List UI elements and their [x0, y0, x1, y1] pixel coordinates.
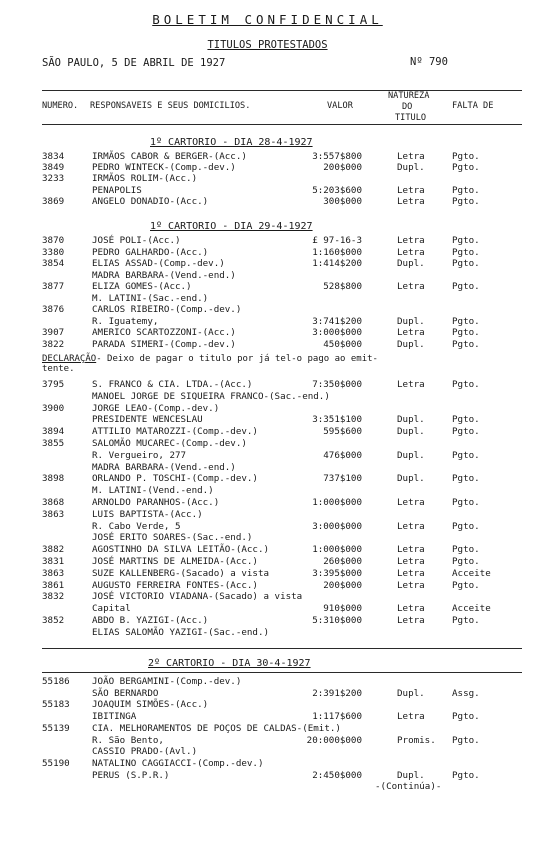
table-row: [0, 557, 535, 568]
row-responsavel: IRMÃOS ROLIM-(Acc.): [92, 173, 198, 185]
table-row: [0, 700, 535, 711]
row-responsavel: S. FRANCO & CIA. LTDA.-(Acc.): [92, 379, 253, 390]
row-natureza: Letra: [397, 711, 425, 723]
row-responsavel: JORGE LEAO-(Comp.-dev.): [92, 402, 220, 414]
row-falta: Acceite: [452, 603, 491, 615]
row-valor: 450$000: [323, 338, 362, 350]
table-row: [0, 174, 535, 185]
row-falta: Assg.: [452, 687, 480, 699]
row-responsavel: JOSÉ MARTINS DE ALMEIDA-(Acc.): [92, 556, 258, 567]
table-row: [0, 282, 535, 293]
table-row: [0, 259, 535, 270]
row-natureza: Dupl.: [397, 414, 425, 426]
row-responsavel: JOSÉ VICTORIO VIADANA-(Sacado) a vista: [92, 591, 303, 603]
row-valor: 1:414$200: [312, 258, 362, 269]
table-row: [0, 724, 535, 735]
row-responsavel: R. Iguatemy,: [92, 315, 159, 327]
row-responsavel: PENAPOLIS: [92, 184, 142, 196]
row-number: 3876: [42, 304, 65, 315]
bulletin-title: BOLETIM CONFIDENCIAL: [152, 12, 383, 27]
row-natureza: Dupl.: [397, 258, 425, 269]
row-responsavel: M. LATINI-(Sac.-end.): [92, 292, 209, 304]
table-row: [0, 415, 535, 426]
row-valor: 2:450$000: [312, 769, 362, 781]
row-number: 3380: [42, 246, 65, 258]
row-number: 3831: [42, 556, 65, 567]
row-valor: 3:557$800: [312, 151, 362, 162]
row-responsavel: R. Vergueiro, 277: [92, 449, 187, 461]
row-valor: 910$000: [323, 603, 362, 615]
col-falta: FALTA DE: [452, 101, 494, 111]
col-valor: VALOR: [327, 101, 353, 111]
declaration-continuation: tente.: [42, 364, 75, 374]
place-date: SÃO PAULO, 5 DE ABRIL DE 1927: [42, 57, 226, 69]
row-responsavel: M. LATINI-(Vend.-end.): [92, 485, 214, 497]
col-natureza-1: NATUREZA: [388, 91, 430, 101]
row-responsavel: AUGUSTO FERREIRA FONTES-(Acc.): [92, 579, 258, 591]
row-valor: 3:351$100: [312, 414, 362, 426]
table-row: [0, 747, 535, 758]
table-row: [0, 474, 535, 485]
row-number: 3882: [42, 544, 65, 556]
row-valor: 3:000$000: [312, 327, 362, 338]
row-natureza: Letra: [397, 327, 425, 338]
row-natureza: Dupl.: [397, 473, 425, 485]
row-natureza: Letra: [397, 579, 425, 591]
row-natureza: Dupl.: [397, 338, 425, 350]
row-number: 3861: [42, 579, 65, 591]
row-falta: Pgto.: [452, 184, 480, 196]
row-responsavel: PRESIDENTE WENCESLAU: [92, 414, 203, 426]
col-natureza-3: TITULO: [395, 113, 427, 123]
table-row: [0, 186, 535, 197]
row-valor: 528$800: [323, 281, 362, 292]
row-falta: Pgto.: [452, 414, 480, 426]
row-number: 55183: [42, 699, 70, 711]
row-responsavel: SUZE KALLENBERG-(Sacado) a vista: [92, 567, 270, 579]
table-row: [0, 317, 535, 328]
row-number: 3795: [42, 379, 65, 390]
table-row: [0, 604, 535, 615]
section-divider-rule: [42, 648, 522, 649]
row-falta: Pgto.: [452, 162, 480, 174]
row-number: 3832: [42, 591, 65, 603]
row-responsavel: MADRA BARBARA-(Vend.-end.): [92, 269, 236, 281]
row-valor: 1:000$000: [312, 544, 362, 556]
bulletin-number: Nº 790: [410, 56, 448, 68]
row-number: 55190: [42, 757, 70, 769]
row-valor: 3:741$200: [312, 315, 362, 327]
row-falta: Pgto.: [452, 449, 480, 461]
row-responsavel: ORLANDO P. TOSCHI-(Comp.-dev.): [92, 473, 258, 485]
table-row: [0, 486, 535, 497]
row-number: 3894: [42, 426, 65, 438]
table-row: [0, 463, 535, 474]
row-responsavel: CIA. MELHORAMENTOS DE POÇOS DE CALDAS-(Emit.): [92, 722, 341, 734]
row-number: 3233: [42, 173, 65, 185]
row-valor: 5:203$600: [312, 184, 362, 196]
row-responsavel: PERUS (S.P.R.): [92, 769, 170, 781]
row-falta: Acceite: [452, 567, 491, 579]
declaration-text: - Deixo de pagar o titulo por já tel-o pago ao emit-: [96, 354, 378, 364]
row-responsavel: NATALINO CAGGIACCI-(Comp.-dev.): [92, 757, 264, 769]
row-valor: 7:350$000: [312, 379, 362, 390]
section-heading: 2º CARTORIO - DIA 30-4-1927: [148, 658, 311, 669]
row-falta: Pgto.: [452, 246, 480, 258]
row-falta: Pgto.: [452, 235, 480, 246]
table-row: [0, 592, 535, 603]
row-natureza: Letra: [397, 520, 425, 532]
row-falta: Pgto.: [452, 151, 480, 162]
row-responsavel: CASSIO PRADO-(Avl.): [92, 746, 198, 758]
row-natureza: Letra: [397, 603, 425, 615]
continua-note: -(Continúa)-: [375, 781, 442, 792]
row-natureza: Letra: [397, 235, 425, 246]
row-responsavel: R. São Bento,: [92, 734, 164, 746]
row-responsavel: MADRA BARBARA-(Vend.-end.): [92, 461, 236, 473]
row-falta: Pgto.: [452, 473, 480, 485]
table-row: [0, 340, 535, 351]
row-responsavel: R. Cabo Verde, 5: [92, 520, 181, 532]
row-valor: 260$000: [323, 556, 362, 567]
row-natureza: Letra: [397, 497, 425, 508]
row-responsavel: Capital: [92, 603, 131, 615]
row-responsavel: ARNOLDO PARANHOS-(Acc.): [92, 497, 220, 508]
row-valor: 1:000$000: [312, 497, 362, 508]
row-number: 3877: [42, 281, 65, 292]
table-row: [0, 628, 535, 639]
row-valor: 595$600: [323, 426, 362, 438]
row-number: 3869: [42, 195, 65, 207]
bulletin-subtitle: TITULOS PROTESTADOS: [207, 39, 328, 51]
row-valor: 3:395$000: [312, 567, 362, 579]
table-row: [0, 197, 535, 208]
row-responsavel: ATTILIO MATAROZZI-(Comp.-dev.): [92, 426, 258, 438]
row-number: 3834: [42, 151, 65, 162]
row-number: 3855: [42, 438, 65, 449]
table-row: [0, 427, 535, 438]
row-number: 55139: [42, 722, 70, 734]
row-number: 3863: [42, 508, 65, 520]
table-row: [0, 712, 535, 723]
table-row: [0, 510, 535, 521]
row-natureza: Letra: [397, 195, 425, 207]
row-valor: 200$000: [323, 579, 362, 591]
table-row: [0, 759, 535, 770]
table-row: [0, 294, 535, 305]
row-natureza: Dupl.: [397, 315, 425, 327]
row-number: 3822: [42, 338, 65, 350]
row-responsavel: ELIZA GOMES-(Acc.): [92, 281, 192, 292]
table-row: [0, 439, 535, 450]
table-row: [0, 522, 535, 533]
table-row: [0, 404, 535, 415]
table-row: [0, 271, 535, 282]
row-valor: £ 97-16-3: [312, 235, 362, 246]
row-valor: 1:160$000: [312, 246, 362, 258]
table-row: [0, 533, 535, 544]
row-falta: Pgto.: [452, 711, 480, 723]
table-row: [0, 163, 535, 174]
row-responsavel: PEDRO GALHARDO-(Acc.): [92, 246, 209, 258]
row-valor: 2:391$200: [312, 687, 362, 699]
row-natureza: Letra: [397, 184, 425, 196]
row-number: 55186: [42, 676, 70, 687]
row-responsavel: JOAQUIM SIMÕES-(Acc.): [92, 699, 209, 711]
row-valor: 200$000: [323, 162, 362, 174]
header-bottom-rule: [42, 124, 522, 125]
row-natureza: Letra: [397, 544, 425, 556]
row-falta: Pgto.: [452, 315, 480, 327]
row-responsavel: AMERICO SCARTOZZONI-(Acc.): [92, 327, 236, 338]
row-responsavel: PARADA SIMERI-(Comp.-dev.): [92, 338, 236, 350]
row-number: 3849: [42, 162, 65, 174]
row-falta: Pgto.: [452, 544, 480, 556]
row-natureza: Letra: [397, 246, 425, 258]
table-row: [0, 736, 535, 747]
table-row: [0, 451, 535, 462]
table-row: [0, 498, 535, 509]
section-heading: 1º CARTORIO - DIA 29-4-1927: [150, 221, 313, 232]
row-responsavel: SÃO BERNARDO: [92, 687, 159, 699]
table-row: [0, 392, 535, 403]
header-top-rule: [42, 90, 522, 91]
row-responsavel: LUIS BAPTISTA-(Acc.): [92, 508, 203, 520]
row-responsavel: PEDRO WINTECK-(Comp.-dev.): [92, 162, 236, 174]
row-falta: Pgto.: [452, 734, 480, 746]
row-natureza: Letra: [397, 281, 425, 292]
row-natureza: Letra: [397, 379, 425, 390]
row-natureza: Dupl.: [397, 426, 425, 438]
row-falta: Pgto.: [452, 195, 480, 207]
row-natureza: Letra: [397, 567, 425, 579]
row-responsavel: JOSÉ ERITO SOARES-(Sac.-end.): [92, 532, 253, 544]
row-number: 3854: [42, 258, 65, 269]
row-falta: Pgto.: [452, 379, 480, 390]
row-valor: 1:117$600: [312, 711, 362, 723]
table-row: [0, 305, 535, 316]
row-natureza: Promis.: [397, 734, 436, 746]
row-natureza: Letra: [397, 556, 425, 567]
table-row: [0, 248, 535, 259]
row-falta: Pgto.: [452, 579, 480, 591]
table-row: [0, 569, 535, 580]
row-natureza: Dupl.: [397, 687, 425, 699]
col-natureza-2: DO: [402, 102, 413, 112]
row-falta: Pgto.: [452, 426, 480, 438]
row-natureza: Dupl.: [397, 769, 425, 781]
row-falta: Pgto.: [452, 281, 480, 292]
row-responsavel: MANOEL JORGE DE SIQUEIRA FRANCO-(Sac.-end.): [92, 390, 330, 402]
section-heading: 1º CARTORIO - DIA 28-4-1927: [150, 137, 313, 148]
row-responsavel: ABDO B. YAZIGI-(Acc.): [92, 615, 209, 626]
row-responsavel: JOÃO BERGAMINI-(Comp.-dev.): [92, 676, 242, 687]
row-number: 3900: [42, 402, 65, 414]
row-responsavel: ELIAS SALOMÃO YAZIGI-(Sac.-end.): [92, 626, 270, 638]
row-valor: 3:000$000: [312, 520, 362, 532]
row-falta: Pgto.: [452, 556, 480, 567]
row-responsavel: JOSÉ POLI-(Acc.): [92, 235, 181, 246]
row-falta: Pgto.: [452, 327, 480, 338]
row-falta: Pgto.: [452, 520, 480, 532]
row-natureza: Letra: [397, 615, 425, 626]
row-number: 3863: [42, 567, 65, 579]
row-number: 3870: [42, 235, 65, 246]
row-responsavel: SALOMÃO MUCAREC-(Comp.-dev.): [92, 438, 247, 449]
row-responsavel: AGOSTINHO DA SILVA LEITÃO-(Acc.): [92, 544, 270, 556]
table-row: [0, 689, 535, 700]
row-number: 3898: [42, 473, 65, 485]
table-row: [0, 771, 535, 782]
row-falta: Pgto.: [452, 497, 480, 508]
table-row: [0, 545, 535, 556]
row-natureza: Dupl.: [397, 162, 425, 174]
row-number: 3852: [42, 615, 65, 626]
table-row: [0, 380, 535, 391]
row-falta: Pgto.: [452, 769, 480, 781]
row-valor: 5:310$000: [312, 615, 362, 626]
section-divider-rule: [42, 672, 522, 673]
row-falta: Pgto.: [452, 615, 480, 626]
row-falta: Pgto.: [452, 338, 480, 350]
col-numero: NUMERO.: [42, 101, 79, 111]
row-valor: 476$000: [323, 449, 362, 461]
row-responsavel: ELIAS ASSAD-(Comp.-dev.): [92, 258, 225, 269]
row-valor: 300$000: [323, 195, 362, 207]
row-number: 3868: [42, 497, 65, 508]
row-valor: 737$100: [323, 473, 362, 485]
declaration-key: DECLARAÇÃO: [42, 354, 97, 364]
row-natureza: Letra: [397, 151, 425, 162]
table-row: [0, 616, 535, 627]
row-falta: Pgto.: [452, 258, 480, 269]
declaration: [42, 355, 378, 364]
row-natureza: Dupl.: [397, 449, 425, 461]
col-responsaveis: RESPONSAVEIS E SEUS DOMICILIOS.: [90, 101, 251, 111]
row-responsavel: CARLOS RIBEIRO-(Comp.-dev.): [92, 304, 242, 315]
row-responsavel: IBITINGA: [92, 711, 137, 723]
row-responsavel: IRMÃOS CABOR & BERGER-(Acc.): [92, 151, 247, 162]
row-valor: 20:000$000: [306, 734, 362, 746]
table-row: [0, 236, 535, 247]
row-responsavel: ANGELO DONADIO-(Acc.): [92, 195, 209, 207]
row-number: 3907: [42, 327, 65, 338]
table-row: [0, 581, 535, 592]
table-row: [0, 328, 535, 339]
table-row: [0, 677, 535, 688]
